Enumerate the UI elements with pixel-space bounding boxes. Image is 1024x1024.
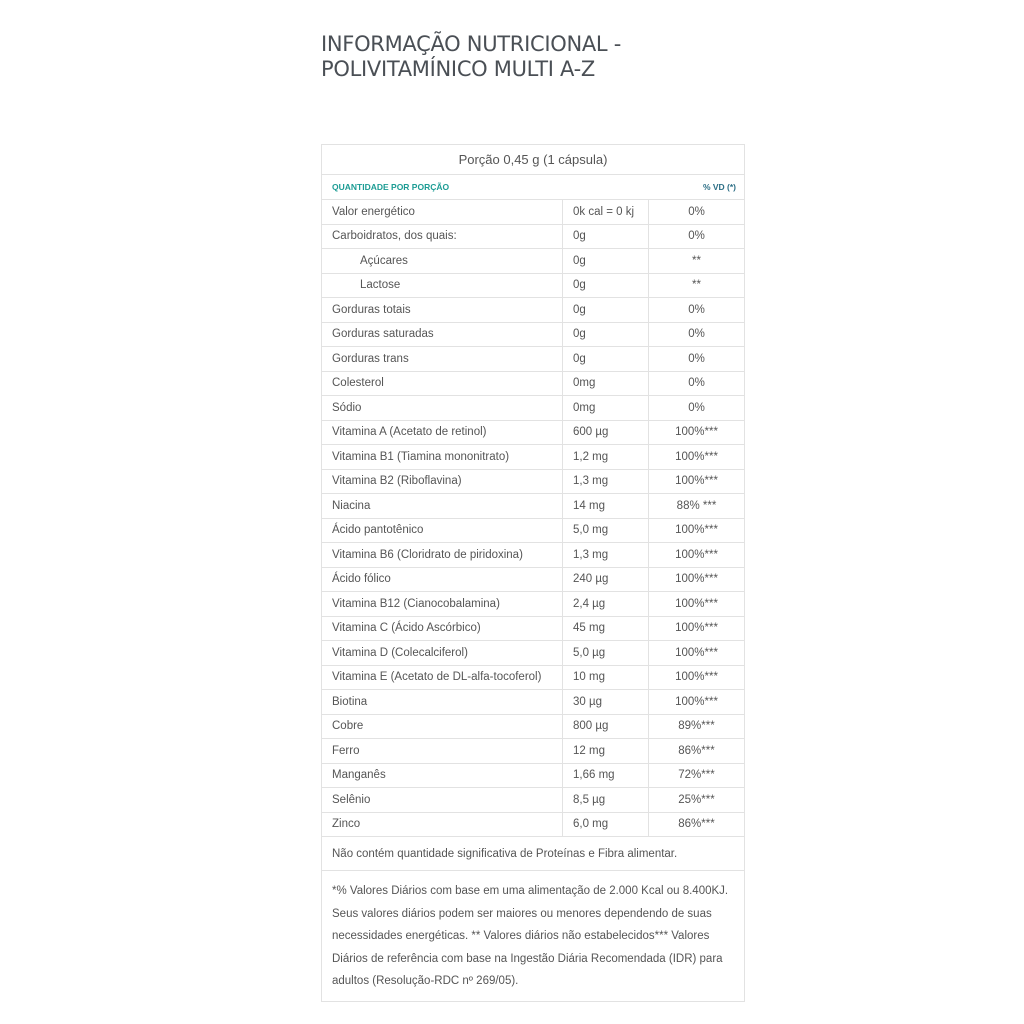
page-title-line-2: POLIVITAMÍNICO MULTI A-Z [321,57,595,81]
nutrient-daily-value: ** [692,254,701,267]
nutrient-name: Selênio [322,788,563,812]
nutrient-daily-value: 100%*** [675,622,718,635]
table-row [322,445,744,470]
nutrient-name: Valor energético [322,200,563,224]
table-row [322,813,744,838]
nutrient-name: Ferro [322,739,563,763]
nutrient-name: Açúcares [322,249,563,273]
nutrient-daily-value: 100%*** [675,450,718,463]
nutrient-quantity: 1,66 mg [563,764,649,788]
table-header [322,175,744,200]
nutrient-quantity: 6,0 mg [563,813,649,837]
nutrient-name: Vitamina E (Acetato de DL-alfa-tocoferol) [322,666,563,690]
nutrient-quantity: 30 µg [563,690,649,714]
nutrient-name: Lactose [322,274,563,298]
table-row [322,764,744,789]
table-row [322,519,744,544]
nutrient-daily-value: 88% *** [676,499,717,512]
nutrient-name: Carboidratos, dos quais: [322,225,563,249]
nutrient-daily-value: ** [692,279,701,292]
table-row [322,200,744,225]
table-row [322,298,744,323]
nutrient-daily-value: 0% [688,352,705,365]
nutrient-daily-value: 86%*** [678,744,715,757]
nutrient-name: Biotina [322,690,563,714]
nutrient-quantity: 0g [563,323,649,347]
nutrient-name: Ácido fólico [322,568,563,592]
table-row [322,543,744,568]
table-row [322,592,744,617]
table-row [322,666,744,691]
nutrient-daily-value: 25%*** [678,793,715,806]
nutrient-daily-value: 0% [688,303,705,316]
nutrient-quantity: 0mg [563,396,649,420]
table-row [322,421,744,446]
nutrient-quantity: 800 µg [563,715,649,739]
nutrient-name: Zinco [322,813,563,837]
nutrient-quantity: 240 µg [563,568,649,592]
nutrient-quantity: 14 mg [563,494,649,518]
table-row [322,470,744,495]
nutrient-quantity: 45 mg [563,617,649,641]
nutrient-quantity: 0g [563,225,649,249]
nutrient-daily-value: 0% [688,230,705,243]
nutrient-name: Cobre [322,715,563,739]
nutrient-name: Vitamina D (Colecalciferol) [322,641,563,665]
table-row [322,274,744,299]
nutrient-quantity: 0g [563,249,649,273]
nutrient-quantity: 0g [563,347,649,371]
table-row [322,396,744,421]
nutrient-name: Vitamina C (Ácido Ascórbico) [322,617,563,641]
nutrient-daily-value: 100%*** [675,475,718,488]
nutrient-daily-value: 100%*** [675,695,718,708]
nutrient-daily-value: 0% [688,377,705,390]
nutrient-quantity: 0g [563,274,649,298]
table-row [322,494,744,519]
nutrient-name: Manganês [322,764,563,788]
nutrient-daily-value: 100%*** [675,671,718,684]
nutrient-quantity: 1,3 mg [563,470,649,494]
nutrient-name: Niacina [322,494,563,518]
nutrient-daily-value: 89%*** [678,720,715,733]
nutrient-quantity: 1,2 mg [563,445,649,469]
nutrient-daily-value: 86%*** [678,818,715,831]
table-row [322,641,744,666]
nutrient-daily-value: 0% [688,205,705,218]
nutrient-name: Vitamina B2 (Riboflavina) [322,470,563,494]
nutrient-name: Vitamina A (Acetato de retinol) [322,421,563,445]
nutrient-quantity: 5,0 mg [563,519,649,543]
nutrient-name: Sódio [322,396,563,420]
nutrient-daily-value: 0% [688,328,705,341]
table-row [322,323,744,348]
table-row [322,347,744,372]
portion-size: Porção 0,45 g (1 cápsula) [322,145,744,175]
nutrient-daily-value: 100%*** [675,548,718,561]
nutrient-quantity: 600 µg [563,421,649,445]
header-daily-value: % VD (*) [702,182,736,192]
nutrient-daily-value: 100%*** [675,573,718,586]
nutrient-name: Vitamina B12 (Cianocobalamina) [322,592,563,616]
nutrient-name: Colesterol [322,372,563,396]
nutrient-quantity: 0mg [563,372,649,396]
nutrient-daily-value: 100%*** [675,426,718,439]
table-row [322,690,744,715]
nutrient-name: Gorduras saturadas [322,323,563,347]
table-row [322,739,744,764]
table-row [322,225,744,250]
nutrition-table [321,144,745,1002]
nutrient-quantity: 0g [563,298,649,322]
header-quantity-per-portion: QUANTIDADE POR PORÇÃO [332,182,450,192]
table-row [322,715,744,740]
nutrient-quantity: 2,4 µg [563,592,649,616]
nutrient-name: Vitamina B1 (Tiamina mononitrato) [322,445,563,469]
nutrient-quantity: 0k cal = 0 kj [563,200,649,224]
table-row [322,249,744,274]
table-note: Não contém quantidade significativa de Proteínas e Fibra alimentar. [322,837,744,871]
table-row [322,788,744,813]
table-row [322,372,744,397]
nutrient-rows [322,200,744,837]
nutrient-daily-value: 0% [688,401,705,414]
page-title-line-1: INFORMAÇÃO NUTRICIONAL - [321,32,621,56]
table-row [322,568,744,593]
nutrient-quantity: 12 mg [563,739,649,763]
nutrient-daily-value: 100%*** [675,524,718,537]
table-footnote: *% Valores Diários com base em uma alimentação de 2.000 Kcal ou 8.400KJ. Seus valores diários podem ser maiores ou menores dependendo de suas necessidades energéticas. ** Valores diários não estabelecidos*** Valores Diários de referência com base na Ingestão Diária Recomendada (IDR) para adultos (Resolução-RDC nº 269/05). [332,885,729,987]
nutrient-quantity: 1,3 mg [563,543,649,567]
nutrient-quantity: 8,5 µg [563,788,649,812]
nutrient-daily-value: 72%*** [678,769,715,782]
nutrient-quantity: 5,0 µg [563,641,649,665]
table-row [322,617,744,642]
page-title [321,32,741,82]
nutrient-name: Gorduras totais [322,298,563,322]
nutrient-name: Vitamina B6 (Cloridrato de piridoxina) [322,543,563,567]
nutrient-daily-value: 100%*** [675,597,718,610]
nutrient-daily-value: 100%*** [675,646,718,659]
nutrient-quantity: 10 mg [563,666,649,690]
nutrient-name: Gorduras trans [322,347,563,371]
nutrient-name: Ácido pantotênico [322,519,563,543]
